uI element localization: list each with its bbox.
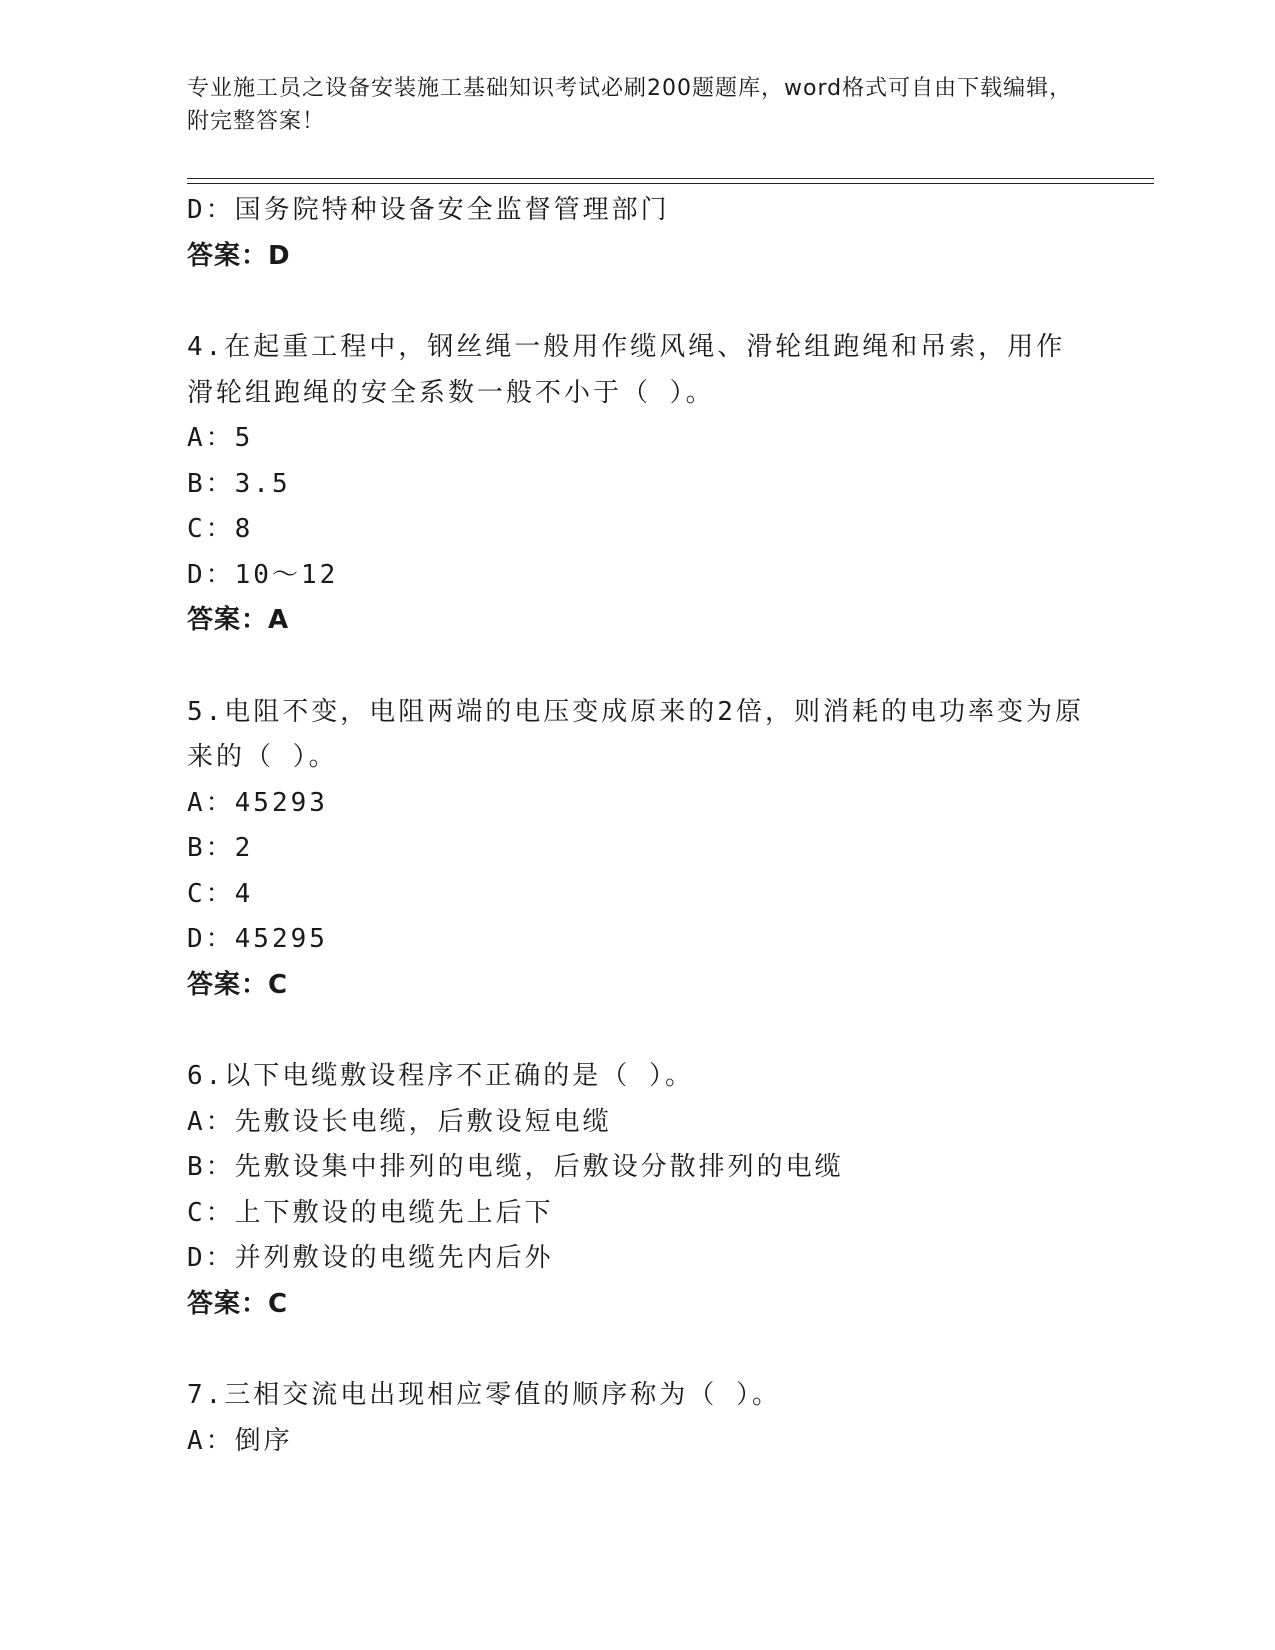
answer: 答案：D [187, 240, 291, 271]
option-d: D：国务院特种设备安全监督管理部门 [187, 195, 670, 225]
spacer [187, 1008, 1087, 1054]
question-text: 5.电阻不变，电阻两端的电压变成原来的2倍，则消耗的电功率变为原来的（ ）。 [187, 696, 1084, 772]
question-6 [187, 1054, 1087, 1327]
question-7 [187, 1373, 1087, 1464]
option-d: D：45295 [187, 924, 328, 954]
option-a: A：45293 [187, 787, 328, 818]
question-5 [187, 690, 1087, 1009]
option-c: C：4 [187, 878, 254, 909]
option-d: D：并列敷设的电缆先内后外 [187, 1243, 554, 1273]
option-c: C：8 [187, 514, 254, 544]
option-a: A：倒序 [187, 1425, 293, 1456]
option-b: B：2 [187, 833, 254, 863]
question-text: 4.在起重工程中，钢丝绳一般用作缆风绳、滑轮组跑绳和吊索，用作滑轮组跑绳的安全系数一般不小于（ ）。 [187, 332, 1066, 408]
question-3-tail [187, 188, 1087, 279]
header-divider-bottom [187, 183, 1154, 184]
option-b: B：3.5 [187, 468, 291, 499]
spacer [187, 279, 1087, 325]
answer: 答案：C [187, 969, 289, 1000]
question-list [187, 188, 1087, 1464]
answer: 答案：A [187, 605, 290, 635]
question-text: 7.三相交流电出现相应零值的顺序称为（ ）。 [187, 1380, 781, 1410]
header-divider-top [187, 178, 1154, 179]
question-4 [187, 325, 1087, 644]
option-a: A：先敷设长电缆，后敷设短电缆 [187, 1106, 612, 1137]
option-a: A：5 [187, 423, 254, 453]
spacer [187, 1327, 1087, 1373]
header-title: 专业施工员之设备安装施工基础知识考试必刷200题题库，word格式可自由下载编辑，附完整答案！ [187, 76, 1073, 134]
document-header [187, 72, 1087, 138]
option-d: D：10～12 [187, 559, 339, 590]
answer: 答案：C [187, 1288, 289, 1319]
spacer [187, 644, 1087, 690]
option-b: B：先敷设集中排列的电缆，后敷设分散排列的电缆 [187, 1152, 844, 1182]
question-text: 6.以下电缆敷设程序不正确的是（ ）。 [187, 1061, 694, 1091]
option-c: C：上下敷设的电缆先上后下 [187, 1197, 554, 1228]
